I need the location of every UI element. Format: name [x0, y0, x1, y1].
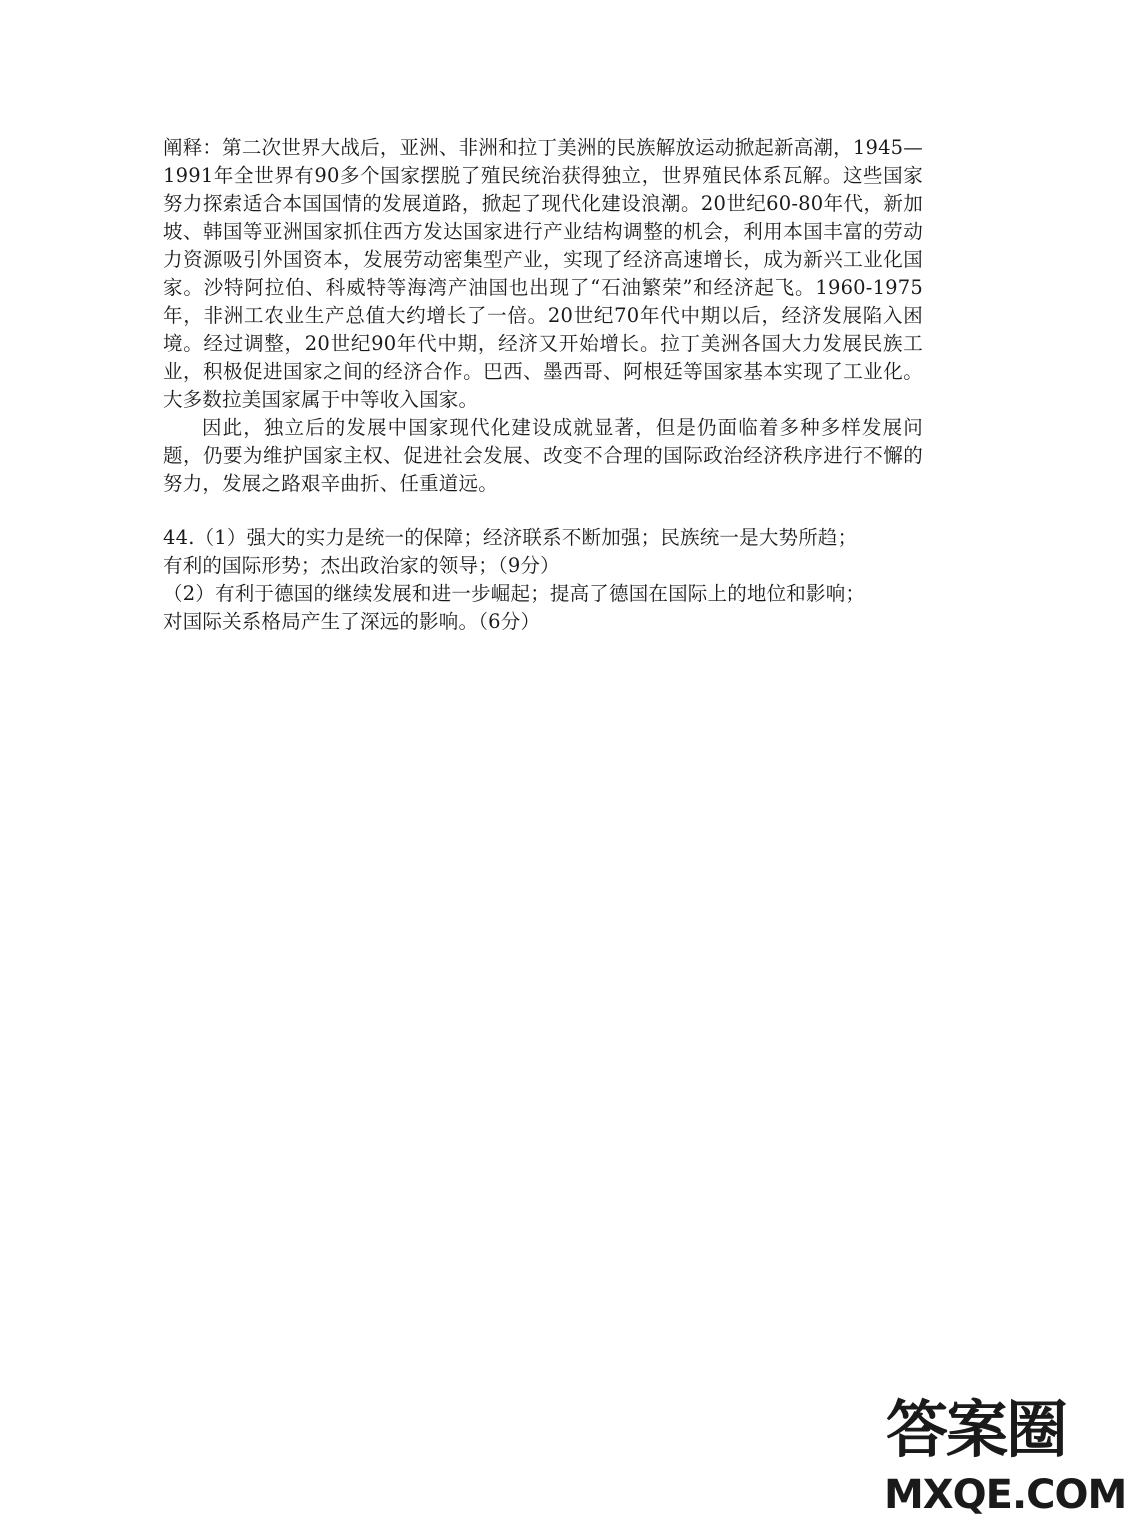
answer-44-part1-line2: 有利的国际形势；杰出政治家的领导；（9分） [163, 554, 560, 577]
watermark-logo-text: 答案圈 [885, 1393, 1066, 1466]
answer-44 [163, 524, 923, 636]
explanation-paragraph: 阐释：第二次世界大战后，亚洲、非洲和拉丁美洲的民族解放运动掀起新高潮，1945—1991年全世界有90多个国家摆脱了殖民统治获得独立，世界殖民体系瓦解。这些国家努力探索适合本国国情的发展道路，掀起了现代化建设浪潮。20世纪60-80年代，新加坡、韩国等亚洲国家抓住西方发达国家进行产业结构调整的机会，利用本国丰富的劳动力资源吸引外国资本，发展劳动密集型产业，实现了经济高速增长，成为新兴工业化国家。沙特阿拉伯、科威特等海湾产油国也出现了“石油繁荣”和经济起飞。1960-1975年，非洲工农业生产总值大约增长了一倍。20世纪70年代中期以后，经济发展陷入困境。经过调整，20世纪90年代中期，经济又开始增长。拉丁美洲各国大力发展民族工业，积极促进国家之间的经济合作。巴西、墨西哥、阿根廷等国家基本实现了工业化。大多数拉美国家属于中等收入国家。 [163, 136, 923, 411]
watermark-logo [884, 1389, 1126, 1519]
document-body [163, 134, 923, 636]
watermark-site-text: MXQE.COM [884, 1472, 1126, 1518]
answer-44-part1-line1: 44.（1）强大的实力是统一的保障；经济联系不断加强；民族统一是大势所趋； [163, 526, 858, 549]
conclusion-paragraph: 因此，独立后的发展中国家现代化建设成就显著，但是仍面临着多种多样发展问题，仍要为维护国家主权、促进社会发展、改变不合理的国际政治经济秩序进行不懈的努力，发展之路艰辛曲折、任重道远。 [163, 416, 923, 495]
answer-44-part2-line1: （2）有利于德国的继续发展和进一步崛起；提高了德国在国际上的地位和影响； [163, 582, 866, 605]
answer-44-part2-line2: 对国际关系格局产生了深远的影响。（6分） [163, 610, 541, 633]
